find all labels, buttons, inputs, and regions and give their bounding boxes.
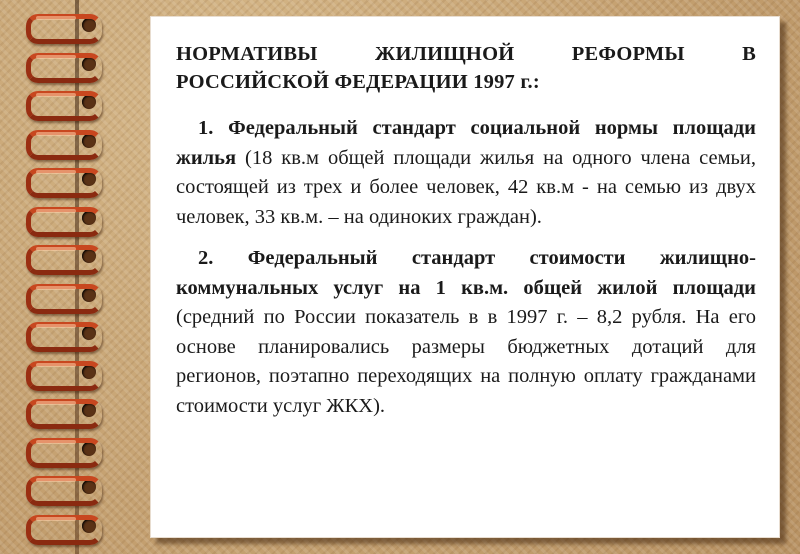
spiral-ring-icon: [18, 320, 128, 348]
ring-shine: [36, 170, 76, 174]
ring-shine: [36, 55, 76, 59]
ring-shine: [36, 440, 76, 444]
spiral-ring-icon: [18, 128, 128, 156]
binding-rod: [75, 0, 79, 554]
spiral-ring-icon: [18, 89, 128, 117]
ring-shine: [36, 16, 76, 20]
ring-shine: [36, 286, 76, 290]
ring-shine: [36, 478, 76, 482]
slide-page: [150, 16, 780, 538]
slide-content: [176, 40, 756, 421]
spiral-ring-icon: [18, 166, 128, 194]
spiral-ring-icon: [18, 243, 128, 271]
spiral-binding: [0, 0, 150, 554]
spiral-ring-icon: [18, 12, 128, 40]
spiral-ring-icon: [18, 513, 128, 541]
spiral-ring-icon: [18, 397, 128, 425]
ring-shine: [36, 324, 76, 328]
ring-shine: [36, 132, 76, 136]
ring-shine: [36, 209, 76, 213]
ring-shine: [36, 517, 76, 521]
spiral-ring-icon: [18, 359, 128, 387]
spiral-ring-icon: [18, 436, 128, 464]
norm-item-2-heading: 2. Федеральный стандарт стоимости жилищно-коммунальных услуг на 1 кв.м. общей жилой площади: [176, 247, 756, 299]
norm-item-1: [176, 114, 756, 232]
slide-title: НОРМАТИВЫ ЖИЛИЩНОЙ РЕФОРМЫ В РОССИЙСКОЙ ФЕДЕРАЦИИ 1997 г.:: [176, 43, 756, 93]
ring-shine: [36, 401, 76, 405]
spiral-ring-icon: [18, 205, 128, 233]
ring-shine: [36, 247, 76, 251]
norm-item-1-heading: 1. Федеральный стандарт социальной нормы площади жилья: [176, 117, 756, 169]
spiral-ring-icon: [18, 474, 128, 502]
ring-shine: [36, 93, 76, 97]
ring-shine: [36, 363, 76, 367]
norm-item-2-text: (средний по России показатель в в 1997 г. – 8,2 рубля. На его основе планировались размеры бюджетных дотаций для регионов, поэтапно переходящих на полную оплату гражданами стоимости услуг ЖКХ).: [176, 306, 756, 417]
spiral-ring-icon: [18, 282, 128, 310]
norm-item-2: [176, 244, 756, 421]
norm-item-1-text: (18 кв.м общей площади жилья на одного члена семьи, состоящей из трех и более человек, 42 кв.м - на семью из двух человек, 33 кв.м. – на одиноких граждан).: [176, 146, 756, 228]
spiral-ring-icon: [18, 51, 128, 79]
